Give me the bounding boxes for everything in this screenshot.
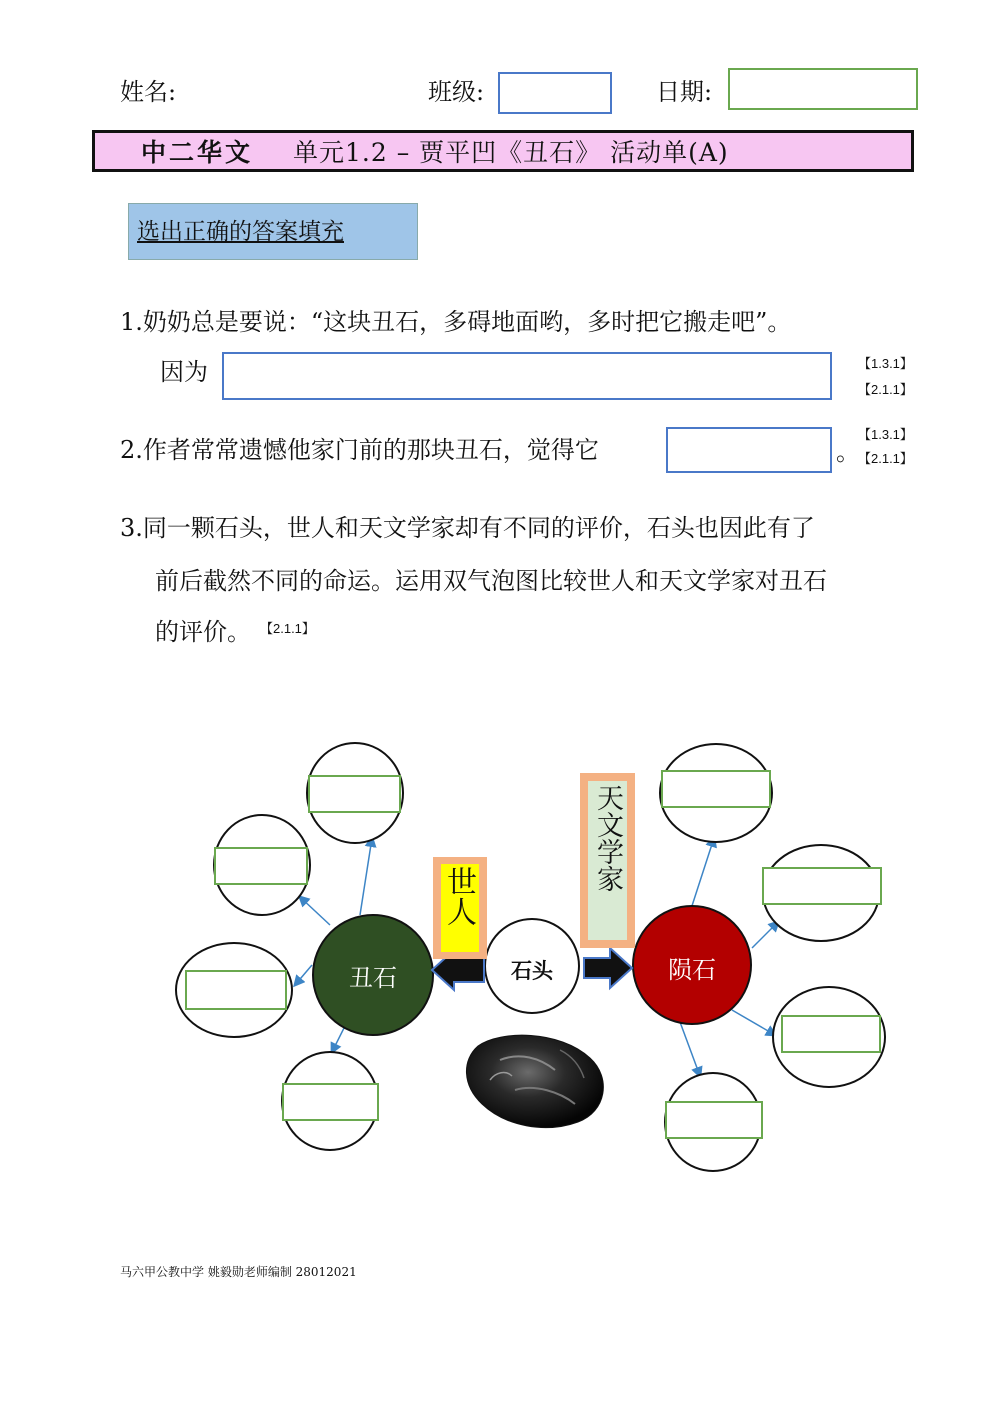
- section-heading: 选出正确的答案填充: [128, 203, 418, 260]
- question-2-end: 。: [836, 438, 860, 466]
- right-main-label: 陨石: [668, 956, 716, 984]
- question-1-text: 1.奶奶总是要说：“这块丑石，多碍地面哟，多时把它搬走吧”。: [120, 308, 792, 336]
- right-answer-box-2[interactable]: [763, 868, 881, 904]
- right-answer-box-1[interactable]: [662, 771, 770, 807]
- question-2-ref-a: 【1.3.1】: [858, 427, 913, 442]
- left-answer-box-1[interactable]: [309, 776, 400, 812]
- date-label: 日期:: [656, 78, 713, 106]
- left-answer-box-3[interactable]: [186, 971, 286, 1009]
- question-3-line-1: 3.同一颗石头，世人和天文学家却有不同的评价，石头也因此有了: [120, 514, 815, 542]
- footer-credit: 马六甲公教中学 姚毅勋老师编制 28012021: [120, 1265, 357, 1279]
- question-1-because: 因为: [160, 358, 208, 386]
- right-answer-box-4[interactable]: [666, 1102, 762, 1138]
- right-answer-box-3[interactable]: [782, 1016, 880, 1052]
- question-1-ref-b: 【2.1.1】: [858, 382, 913, 397]
- question-3-ref: 【2.1.1】: [260, 621, 315, 636]
- left-answer-box-2[interactable]: [215, 848, 307, 884]
- name-label: 姓名:: [120, 78, 177, 106]
- unit-title: 单元1.2 – 贾平凹《丑石》 活动单(A): [293, 138, 729, 167]
- question-3-line-3: 的评价。: [155, 618, 251, 646]
- left-main-label: 丑石: [349, 964, 397, 992]
- center-label: 石头: [511, 958, 553, 983]
- question-3-line-2: 前后截然不同的命运。运用双气泡图比较世人和天文学家对丑石: [155, 567, 827, 595]
- class-label: 班级:: [428, 78, 485, 106]
- course-title: 中二华文: [141, 138, 254, 167]
- left-answer-box-4[interactable]: [283, 1084, 378, 1120]
- question-2-text: 2.作者常常遗憾他家门前的那块丑石，觉得它: [120, 436, 599, 464]
- left-tag-label: 世人: [441, 866, 476, 926]
- question-2-ref-b: 【2.1.1】: [858, 451, 913, 466]
- right-arrow-icon: [584, 948, 632, 988]
- question-1-ref-a: 【1.3.1】: [858, 356, 913, 371]
- right-tag-label: 天文学家: [592, 784, 623, 892]
- stone-picture: [466, 1035, 603, 1127]
